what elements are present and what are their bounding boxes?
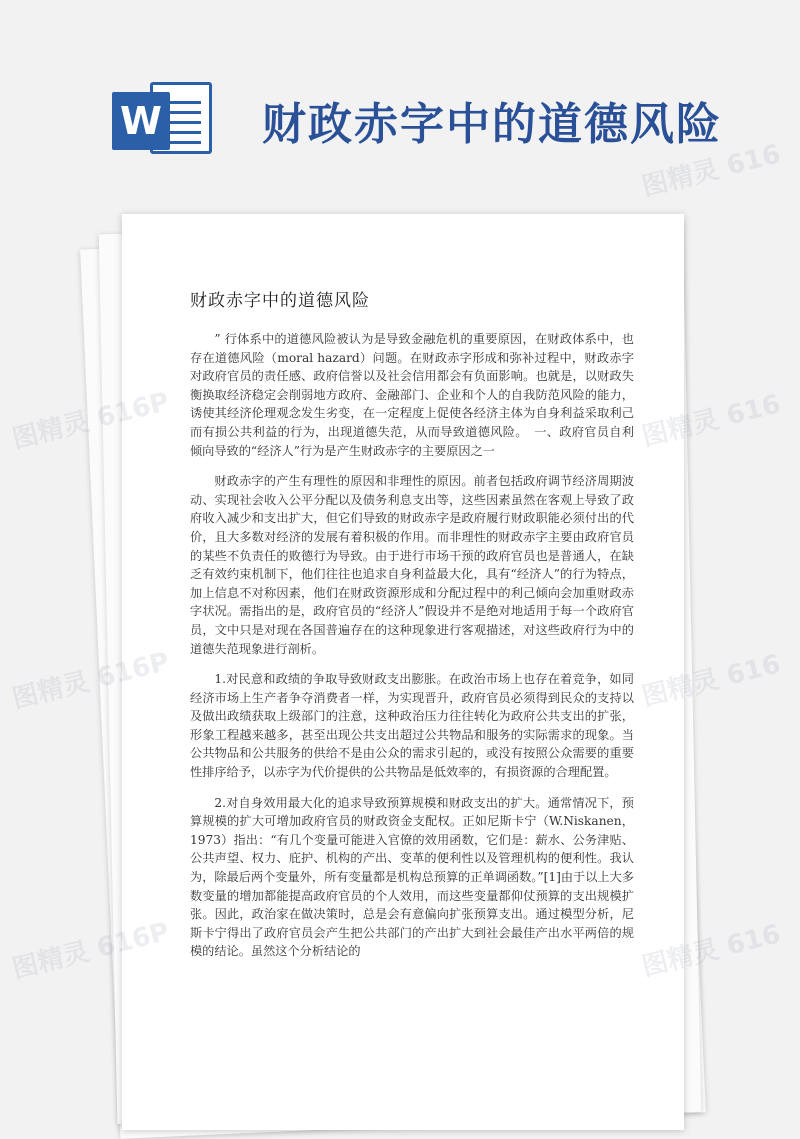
- document-body: [190, 330, 634, 973]
- paragraph: ” 行体系中的道德风险被认为是导致金融危机的重要原因，在财政体系中，也存在道德风险（moral hazard）问题。在财政赤字形成和弥补过程中，财政赤字对政府官员的责任感、政府信誉以及社会信用都会有负面影响。也就是，以财政失衡换取经济稳定会削弱地方政府、金融部门、企业和个人的自我防范风险的能力，诱使其经济伦理观念发生劣变，在一定程度上促使各经济主体为自身利益采取利己而有损公共利益的行为，出现道德失范，从而导致道德风险。 一、政府官员自利倾向导致的“经济人”行为是产生财政赤字的主要原因之一: [190, 332, 634, 458]
- banner-title: 财政赤字中的道德风险: [262, 99, 722, 150]
- watermark: 图精灵: [9, 406, 93, 455]
- paragraph: 财政赤字的产生有理性的原因和非理性的原因。前者包括政府调节经济周期波动、实现社会收入公平分配以及债务利息支出等，这些因素虽然在客观上导致了政府收入减少和支出扩大，但它们导致的财政赤字是政府履行财政职能必须付出的代价，且大多数对经济的发展有着积极的作用。而非理性的财政赤字主要由政府官员的某些不负责任的败德行为导致。由于进行市场干预的政府官员也是普通人，在缺乏有效约束机制下，他们往往也追求自身利益最大化，具有“经济人”的行为特点，加上信息不对称因素，他们在财政资源形成和分配过程中的利己倾向会加重财政赤字状况。需指出的是，政府官员的“经济人”假设并不是绝对地适用于每一个政府官员，文中只是对现在各国普遍存在的这种现象进行客观描述，对这些政府行为中的道德失范现象进行剖析。: [190, 474, 634, 656]
- paragraph: 2.对自身效用最大化的追求导致预算规模和财政支出的扩大。通常情况下，预算规模的扩大可增加政府官员的财政资金支配权。正如尼斯卡宁（W.Niskanen，1973）指出：“有几个变量可能进入官僚的效用函数，它们是：薪水、公务津贴、公共声望、权力、庇护、机构的产出、变革的便利性以及管理机构的便利性。我认为，除最后两个变量外，所有变量都是机构总预算的正单调函数。”[1]由于以上大多数变量的增加都能提高政府官员的个人效用，而这些变量都仰仗预算的支出规模扩张。因此，政治家在做决策时，总是会有意偏向扩张预算支出。通过模型分析，尼斯卡宁得出了政府官员会产生把公共部门的产出扩大到社会最佳产出水平两倍的规模的结论。虽然这个分析结论的: [190, 795, 634, 959]
- watermark: 图精灵 616: [639, 389, 784, 453]
- document-page: [122, 214, 684, 1130]
- word-doc-icon: [112, 78, 216, 158]
- watermark: 图精灵 616: [639, 649, 784, 713]
- watermark: 图精灵 616: [639, 919, 784, 983]
- document-title: 财政赤字中的道德风险: [190, 291, 370, 311]
- paragraph: 1.对民意和政绩的争取导致财政支出膨胀。在政治市场上也存在着竞争，如同经济市场上生产者争夺消费者一样，为实现晋升，政府官员必须得到民众的支持以及做出政绩获取上级部门的注意，这种政治压力往往转化为政府公共支出的扩张，形象工程越来越多，甚至出现公共支出超过公共物品和服务的实际需求的现象。当公共物品和公共服务的供给不是由公众的需求引起的，或没有按照公众需要的重要性排序给予，以赤字为代价提供的公共物品是低效率的，有损资源的合理配置。: [190, 672, 634, 780]
- watermark: 图精灵 616P: [9, 916, 173, 985]
- watermark: 图精灵 616P: [9, 646, 173, 715]
- banner: [0, 0, 800, 200]
- word-letter-icon: W: [112, 92, 170, 150]
- watermark: 图精灵 616: [639, 139, 784, 203]
